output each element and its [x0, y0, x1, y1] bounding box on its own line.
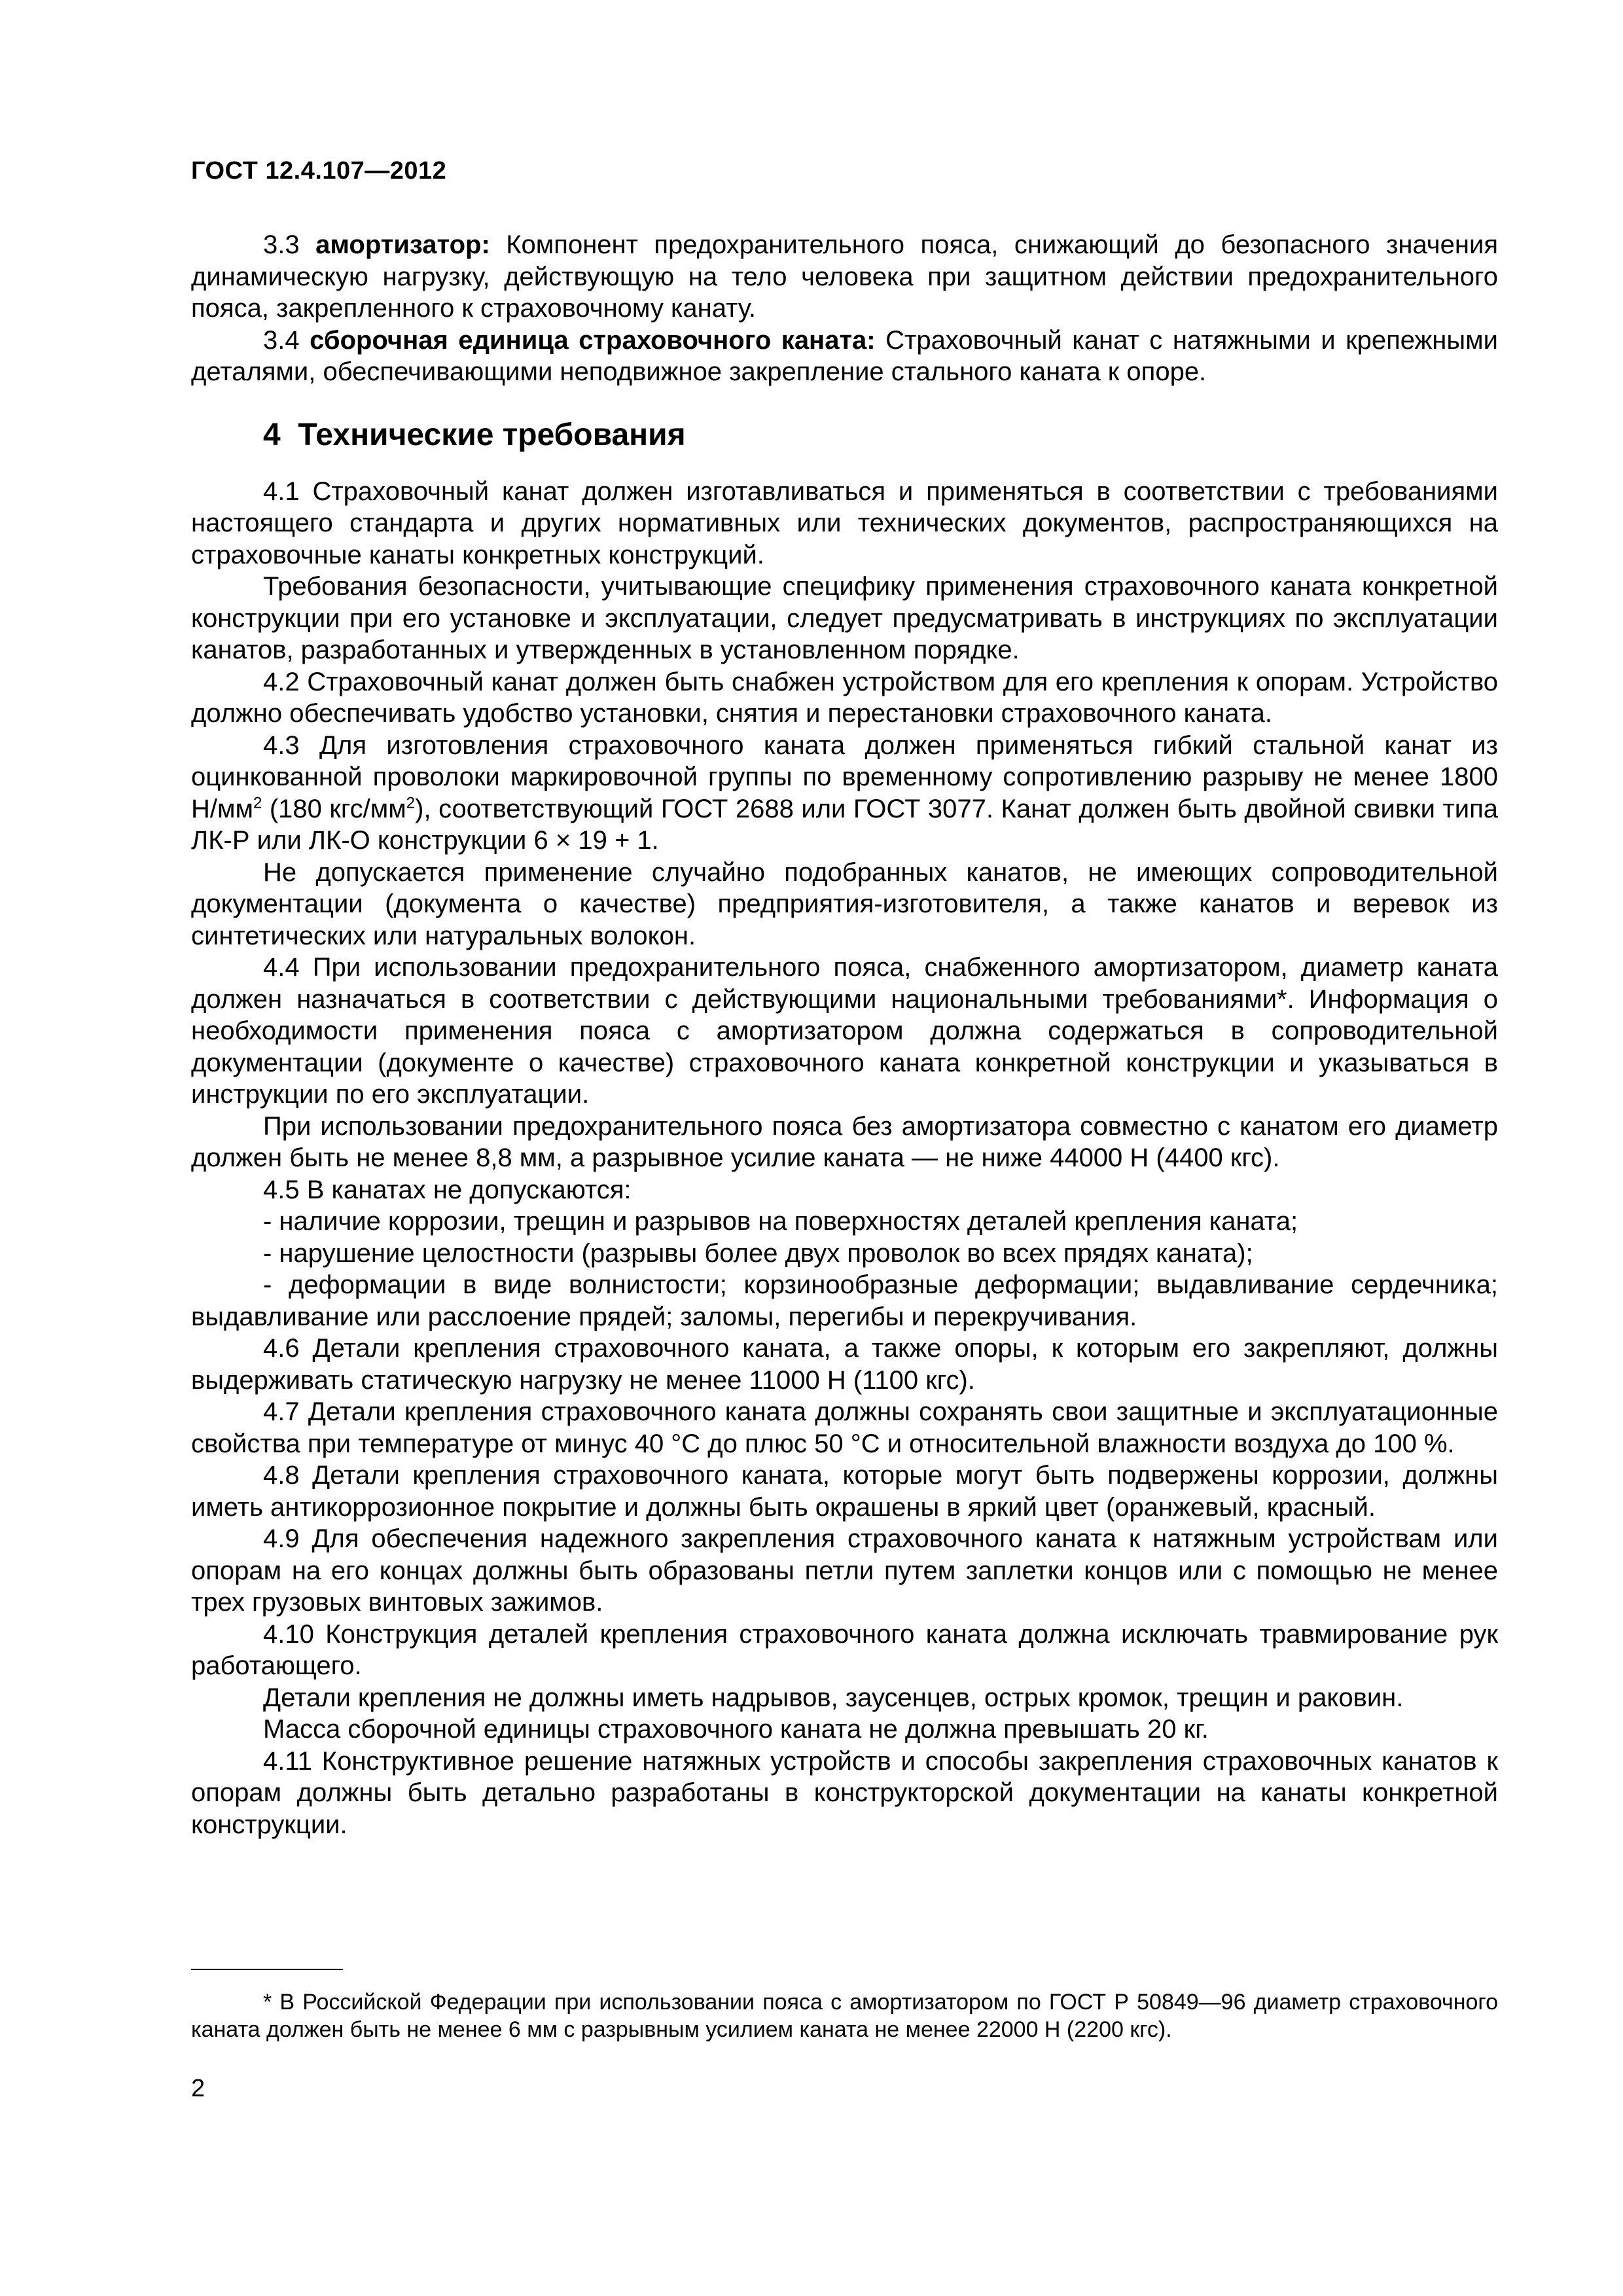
- clause-4-6: 4.6 Детали крепления страховочного каната, а также опоры, к которым его закрепляют, должны выдерживать статическую нагрузку не менее 11000 Н (1100 кгс).: [191, 1334, 1498, 1395]
- footnote: [191, 1988, 1498, 2043]
- list-item: - нарушение целостности (разрывы более двух проволок во всех прядях каната);: [263, 1238, 1253, 1268]
- section-heading: [191, 417, 1498, 454]
- document-designation: ГОСТ 12.4.107—2012: [191, 157, 447, 185]
- clause-4-10-paragraph: Детали крепления не должны иметь надрывов, заусенцев, острых кромок, трещин и раковин.: [263, 1683, 1404, 1712]
- term-name: сборочная единица страховочного каната:: [310, 325, 876, 355]
- clause-4-1-paragraph: Требования безопасности, учитывающие специфику применения страховочного каната конкретной конструкции при его установке и эксплуатации, следует предусматривать в инструкциях по эксплуатации канатов, разработанных и утвержденных в установленном порядке.: [191, 572, 1498, 664]
- footnote-text: * В Российской Федерации при использовании пояса с амортизатором по ГОСТ Р 50849—96 диаметр страховочного каната должен быть не менее 6 мм с разрывным усилием каната не менее 22000 Н (2200 кгс).: [191, 1990, 1498, 2042]
- footnote-divider: [191, 1969, 343, 1970]
- clause-4-1: 4.1 Страховочный канат должен изготавливаться и применяться в соответствии с требованиями настоящего стандарта и других нормативных или технических документов, распространяющихся на страховочные канаты конкретных конструкций.: [191, 476, 1498, 569]
- document-body: [191, 229, 1498, 1840]
- clause-text: ), соответствующий ГОСТ 2688 или ГОСТ 3077. Канат должен быть двойной свивки типа ЛК-Р или ЛК-О конструкции 6 × 19 + 1.: [191, 794, 1499, 855]
- term-name: амортизатор:: [315, 230, 490, 259]
- clause-4-10: 4.10 Конструкция деталей крепления страховочного каната должна исключать травмирование рук работающего.: [191, 1619, 1498, 1680]
- clause-text: (180 кгс/мм: [262, 794, 406, 823]
- superscript: 2: [406, 794, 416, 812]
- clause-4-3-paragraph: Не допускается применение случайно подобранных канатов, не имеющих сопроводительной документации (документа о качестве) предприятия-изготовителя, а также канатов и веревок из синтетических или натуральных волокон.: [191, 857, 1498, 950]
- list-item: - наличие коррозии, трещин и разрывов на поверхностях деталей крепления каната;: [263, 1207, 1298, 1236]
- term-definition: Страховочный канат с натяжными и крепежными деталями, обеспечивающими неподвижное закрепление стального каната к опоре.: [191, 325, 1498, 386]
- clause-4-4-paragraph: При использовании предохранительного пояса без амортизатора совместно с канатом его диаметр должен быть не менее 8,8 мм, а разрывное усилие каната — не ниже 44000 Н (4400 кгс).: [191, 1111, 1498, 1172]
- clause-4-3: [191, 730, 1498, 857]
- clause-4-2: 4.2 Страховочный канат должен быть снабжен устройством для его крепления к опорам. Устройство должно обеспечивать удобство установки, снятия и перестановки страховочного каната.: [191, 667, 1498, 728]
- clause-4-9: 4.9 Для обеспечения надежного закрепления страховочного каната к натяжным устройствам или опорам на его концах должны быть образованы петли путем заплетки концов или с помощью не менее трех грузовых винтовых зажимов.: [191, 1524, 1498, 1617]
- term-3-3: [191, 229, 1498, 325]
- term-definition: Компонент предохранительного пояса, снижающий до безопасного значения динамическую нагрузку, действующую на тело человека при защитном действии предохранительного пояса, закрепленного к страховочному канату.: [191, 230, 1498, 323]
- clause-4-5: 4.5 В канатах не допускаются:: [263, 1175, 632, 1204]
- clause-4-8: 4.8 Детали крепления страховочного каната, которые могут быть подвержены коррозии, должны иметь антикоррозионное покрытие и должны быть окрашены в яркий цвет (оранжевый, красный.: [191, 1461, 1498, 1522]
- superscript: 2: [253, 794, 262, 812]
- term-number: 3.4: [263, 325, 300, 355]
- clause-4-11: 4.11 Конструктивное решение натяжных устройств и способы закрепления страховочных канатов к опорам должны быть детально разработаны в конструкторской документации на канаты конкретной конструкции.: [191, 1746, 1498, 1839]
- clause-4-10-paragraph: Масса сборочной единицы страховочного каната не должна превышать 20 кг.: [263, 1715, 1209, 1744]
- section-title: Технические требования: [298, 417, 686, 452]
- clause-4-4: 4.4 При использовании предохранительного пояса, снабженного амортизатором, диаметр каната должен назначаться в соответствии с действующими национальными требованиями*. Информация о необходимости применения пояса с амортизатором должна содержаться в сопроводительной документации (документе о качестве) страховочного каната конкретной конструкции и указываться в инструкции по его эксплуатации.: [191, 953, 1498, 1109]
- term-3-4: [191, 325, 1498, 388]
- page-number: 2: [191, 2075, 205, 2102]
- section-number: 4: [263, 417, 281, 452]
- list-item: - деформации в виде волнистости; корзинообразные деформации; выдавливание сердечника; выдавливание или расслоение прядей; заломы, перегибы и перекручивания.: [191, 1270, 1498, 1331]
- clause-4-7: 4.7 Детали крепления страховочного каната должны сохранять свои защитные и эксплуатационные свойства при температуре от минус 40 °С до плюс 50 °С и относительной влажности воздуха до 100 %.: [191, 1397, 1498, 1458]
- clause-text: 4.3 Для изготовления страховочного каната должен применяться гибкий стальной канат из оцинкованной проволоки маркировочной группы по временному сопротивлению разрыву не менее 1800 Н/мм: [191, 730, 1498, 823]
- term-number: 3.3: [263, 230, 300, 259]
